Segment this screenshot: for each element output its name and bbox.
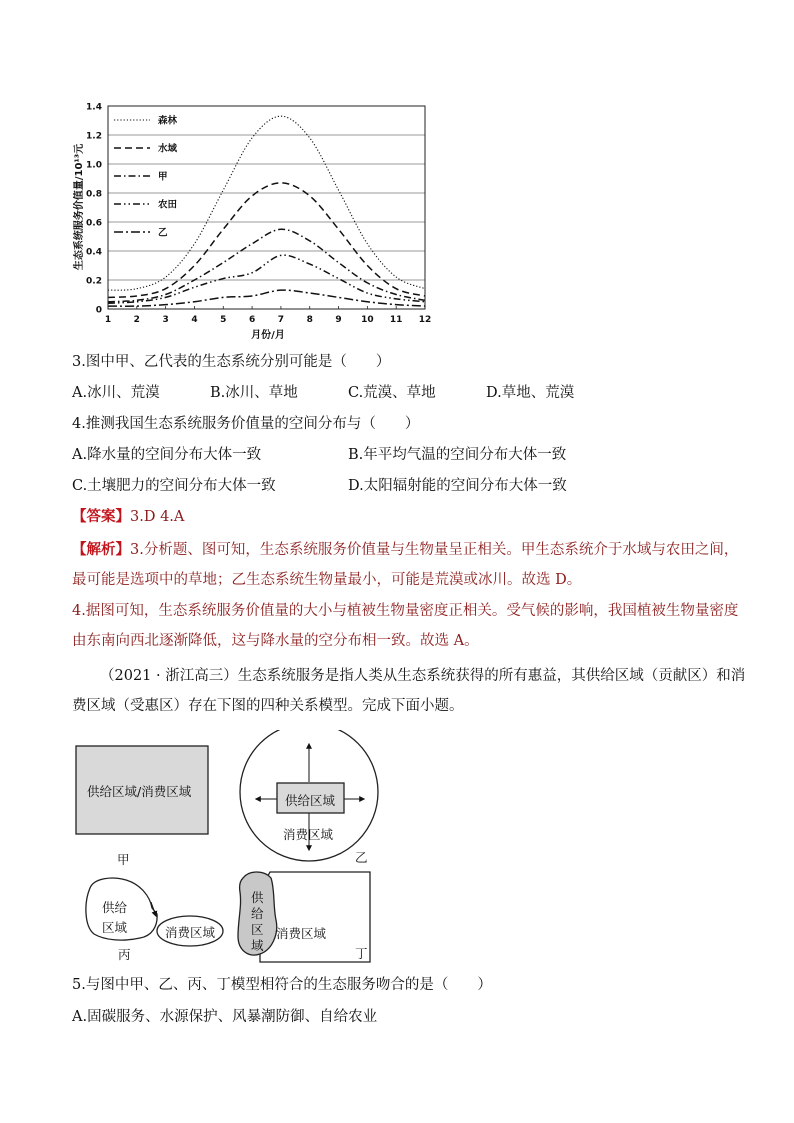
y-tick-label: 0.8 xyxy=(86,189,102,200)
x-tick-label: 8 xyxy=(306,315,313,325)
yi-label: 乙 xyxy=(355,850,368,865)
y-tick-label: 0.2 xyxy=(86,276,102,287)
ding-supply-label-4: 域 xyxy=(251,938,264,953)
q3-option-a[interactable]: A.冰川、荒漠 xyxy=(72,385,160,401)
q4-option-c[interactable]: C.土壤肥力的空间分布大体一致 xyxy=(72,478,276,494)
chart-axes xyxy=(86,103,431,326)
ding-label: 丁 xyxy=(355,946,368,961)
x-tick-label: 11 xyxy=(389,315,403,325)
chart-grid xyxy=(108,135,425,280)
x-tick-label: 10 xyxy=(361,315,374,325)
legend-label: 乙 xyxy=(158,227,168,239)
x-tick-label: 12 xyxy=(418,315,432,325)
jia-box-label: 供给区域/消费区域 xyxy=(87,784,192,799)
chart-ylabel: 生态系统服务价值量/10¹³元 xyxy=(74,143,85,271)
q4-option-a[interactable]: A.降水量的空间分布大体一致 xyxy=(72,447,262,463)
bing-consume-label: 消费区域 xyxy=(165,925,216,940)
q5-option-a[interactable]: A.固碳服务、水源保护、风暴潮防御、自给农业 xyxy=(72,1009,378,1025)
series-line-4 xyxy=(108,255,425,303)
y-tick-label: 0 xyxy=(95,305,102,316)
jia-label: 甲 xyxy=(117,852,130,867)
analysis-line-2: 最可能是选项中的草地；乙生态系统生物量最小，可能是荒漠或冰川。故选 D。 xyxy=(72,572,582,588)
q4-option-d[interactable]: D.太阳辐射能的空间分布大体一致 xyxy=(348,478,567,494)
chart-series xyxy=(108,116,425,306)
legend-label: 甲 xyxy=(158,171,168,183)
ding-supply-label-2: 给 xyxy=(251,906,264,921)
x-tick-label: 2 xyxy=(133,315,140,325)
bing-label: 丙 xyxy=(118,947,131,962)
chart-frame xyxy=(108,106,425,309)
q4-option-b[interactable]: B.年平均气温的空间分布大体一致 xyxy=(348,447,567,463)
analysis-text-1: 3.分析题、图可知，生态系统服务价值量与生物量呈正相关。甲生态系统介于水域与农田之间， xyxy=(130,542,739,558)
ding-consume-label: 消费区域 xyxy=(276,926,327,941)
x-tick-label: 6 xyxy=(248,315,256,325)
yi-consume-label: 消费区域 xyxy=(283,827,334,842)
q3-option-d[interactable]: D.草地、荒漠 xyxy=(486,385,575,401)
y-tick-label: 0.6 xyxy=(86,218,102,229)
ding-consume-box xyxy=(260,872,370,962)
answer-tag: 【答案】 xyxy=(72,508,130,525)
ecosystem-value-chart xyxy=(60,92,440,347)
analysis-tag: 【解析】 xyxy=(72,541,130,558)
x-tick-label: 4 xyxy=(191,315,198,325)
ding-supply-label-3: 区 xyxy=(251,922,264,937)
ding-supply-label-1: 供 xyxy=(251,890,264,905)
y-tick-label: 1.4 xyxy=(86,102,102,113)
series-line-3 xyxy=(108,229,425,302)
q3-option-c[interactable]: C.荒漠、草地 xyxy=(348,385,436,401)
y-tick-label: 0.4 xyxy=(86,247,102,258)
bing-supply-label-1: 供给 xyxy=(102,900,128,915)
answer-text: 3.D 4.A xyxy=(130,509,185,525)
legend-label: 森林 xyxy=(158,115,178,127)
legend-label: 水域 xyxy=(158,143,178,155)
q5-stem: 5.与图中甲、乙、丙、丁模型相符合的生态服务吻合的是（ ） xyxy=(72,977,492,993)
y-tick-label: 1.0 xyxy=(86,160,102,171)
x-tick-label: 1 xyxy=(104,315,112,325)
q3-option-b[interactable]: B.冰川、草地 xyxy=(210,385,298,401)
y-tick-label: 1.2 xyxy=(86,131,102,142)
yi-supply-label: 供给区域 xyxy=(285,793,336,808)
intro-line-2: 费区域（受惠区）存在下图的四种关系模型。完成下面小题。 xyxy=(72,698,464,714)
x-tick-label: 7 xyxy=(277,315,285,325)
analysis-line-4: 由东南向西北逐渐降低，这与降水量的空分布相一致。故选 A。 xyxy=(72,633,479,649)
analysis-line-1 xyxy=(72,540,738,560)
bing-supply-label-2: 区域 xyxy=(102,920,128,935)
x-tick-label: 5 xyxy=(220,315,227,325)
x-tick-label: 3 xyxy=(162,315,169,325)
intro-line-1: （2021 · 浙江高三）生态系统服务是指人类从生态系统获得的所有惠益，其供给区域（贡献区）和消 xyxy=(100,668,746,684)
series-line-1 xyxy=(108,116,425,290)
x-tick-label: 9 xyxy=(335,315,342,325)
analysis-line-3: 4.据图可知，生态系统服务价值量的大小与植被生物量密度正相关。受气候的影响，我国植被生物量密度 xyxy=(72,603,739,619)
chart-xlabel: 月份/月 xyxy=(251,330,285,341)
q3-stem: 3.图中甲、乙代表的生态系统分别可能是（ ） xyxy=(72,354,391,370)
legend-label: 农田 xyxy=(158,199,178,211)
q4-stem: 4.推测我国生态系统服务价值量的空间分布与（ ） xyxy=(72,416,420,432)
chart-legend xyxy=(114,115,178,239)
answer-line xyxy=(72,507,184,527)
